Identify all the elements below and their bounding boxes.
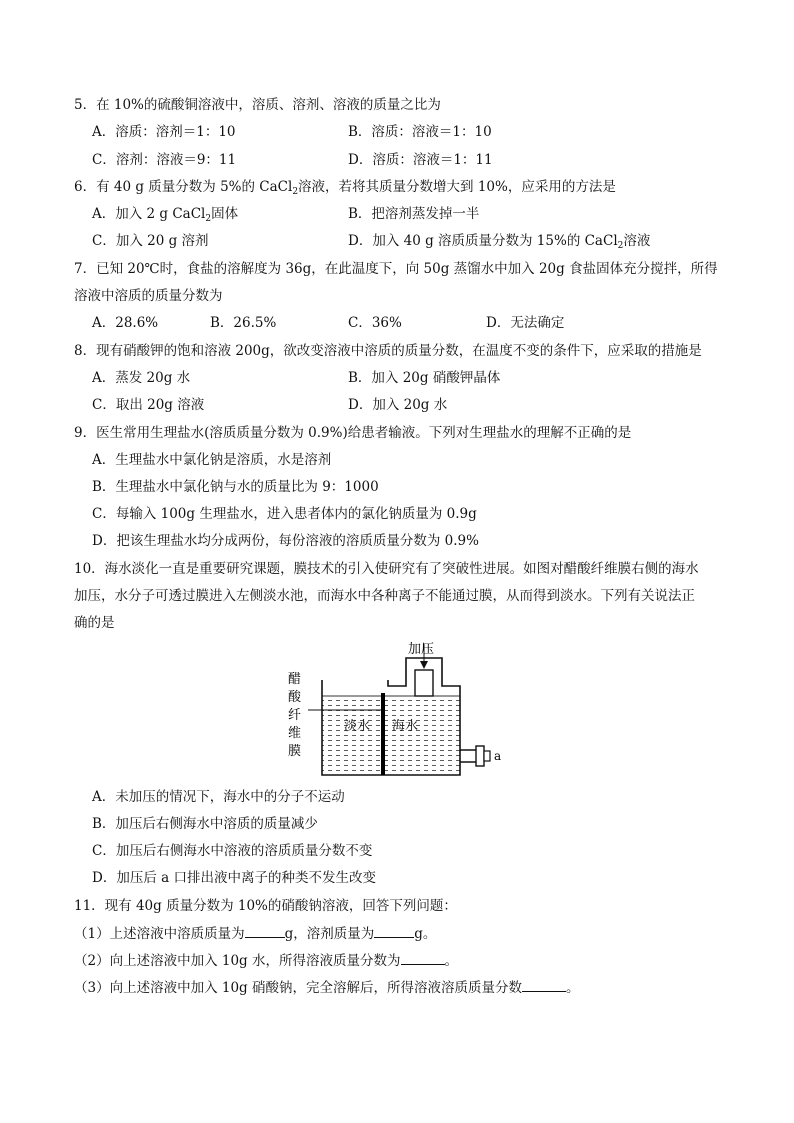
q7-stem-line2: 溶液中溶质的质量分数为	[74, 288, 223, 304]
q8-stem: 8．现有硝酸钾的饱和溶液 200g，欲改变溶液中溶质的质量分数，在温度不变的条件下，应采取的措施是	[74, 343, 702, 359]
q11-part3: （3）向上述溶液中加入 10g 硝酸钠，完全溶解后，所得溶液溶质质量分数 。	[74, 980, 580, 996]
q9-option-a: A．生理盐水中氯化钠是溶质，水是溶剂	[92, 452, 332, 468]
q10-stem-line1: 10．海水淡化一直是重要研究课题，膜技术的引入使研究有了突破性进展。如图对醋酸纤维膜右侧的海水	[74, 561, 699, 577]
q9-stem: 9．医生常用生理盐水(溶质质量分数为 0.9%)给患者输液。下列对生理盐水的理解不正确的是	[74, 425, 632, 441]
answer-blank-3[interactable]	[401, 951, 445, 965]
outlet-pipe	[460, 750, 476, 762]
answer-blank-2[interactable]	[374, 924, 414, 938]
q6-stem: 6．有 40 g 质量分数为 5%的 CaCl$_2$溶液，若将其质量分数增大到 10%，应采用的方法是	[74, 179, 616, 197]
water-fill	[322, 696, 460, 774]
outlet-cap	[484, 751, 490, 761]
q10-option-b: B．加压后右侧海水中溶质的质量减少	[92, 816, 318, 832]
q5-stem: 5．在 10%的硫酸铜溶液中，溶质、溶剂、溶液的质量之比为	[74, 97, 441, 113]
q8-option-a: A．蒸发 20g 水	[92, 370, 191, 386]
answer-blank-1[interactable]	[245, 924, 285, 938]
q5-option-d: D．溶质：溶液＝1：11	[348, 152, 493, 168]
outlet-valve	[476, 746, 484, 766]
pressure-label: 加压	[408, 642, 435, 657]
q6-option-a: A．加入 2 g CaCl$_2$固体	[92, 206, 239, 224]
q9-option-d: D．把该生理盐水均分成两份，每份溶液的溶质质量分数为 0.9%	[92, 533, 479, 549]
q7-option-c: C．36%	[348, 315, 402, 331]
q8-option-d: D．加入 20g 水	[348, 397, 448, 413]
q8-option-c: C．取出 20g 溶液	[92, 397, 205, 413]
q5-option-b: B．溶质：溶液＝1：10	[348, 124, 492, 140]
q6-option-c: C．加入 20 g 溶剂	[92, 233, 209, 249]
q9-option-b: B．生理盐水中氯化钠与水的质量比为 9：1000	[92, 479, 379, 495]
membrane-label-5: 膜	[288, 744, 302, 759]
outlet-label: a	[494, 749, 502, 763]
q10-option-c: C．加压后右侧海水中溶液的溶质质量分数不变	[92, 843, 373, 859]
desalination-diagram	[280, 638, 520, 784]
q7-option-d: D．无法确定	[486, 315, 565, 331]
q7-stem-line1: 7．已知 20℃时，食盐的溶解度为 36g，在此温度下，向 50g 蒸馏水中加入 20g 食盐固体充分搅拌，所得	[74, 261, 718, 277]
q5-option-c: C．溶剂：溶液＝9：11	[92, 152, 237, 168]
q11-part1: （1）上述溶液中溶质质量为 g，溶剂质量为 g。	[74, 926, 437, 942]
q5-option-a: A．溶质：溶剂＝1：10	[92, 124, 236, 140]
q9-option-c: C．每输入 100g 生理盐水，进入患者体内的氯化钠质量为 0.9g	[92, 506, 477, 522]
q7-option-b: B．26.5%	[210, 315, 277, 331]
answer-blank-4[interactable]	[522, 978, 566, 992]
q10-stem-line3: 确的是	[74, 615, 115, 631]
membrane-label-3: 纤	[288, 708, 302, 723]
q10-option-a: A．未加压的情况下，海水中的分子不运动	[92, 789, 345, 805]
q10-option-d: D．加压后 a 口排出液中离子的种类不发生改变	[92, 870, 376, 886]
membrane-label-2: 酸	[288, 690, 302, 705]
fresh-water-label: 淡水	[344, 719, 371, 734]
q6-option-d: D．加入 40 g 溶质质量分数为 15%的 CaCl$_2$溶液	[348, 233, 651, 251]
membrane	[381, 693, 385, 775]
membrane-label-4: 维	[288, 726, 302, 741]
membrane-label-1: 醋	[288, 672, 302, 687]
q11-stem: 11．现有 40g 质量分数为 10%的硝酸钠溶液，回答下列问题：	[74, 898, 457, 914]
q7-option-a: A．28.6%	[92, 315, 159, 331]
q6-option-b: B．把溶剂蒸发掉一半	[348, 206, 480, 222]
piston	[415, 670, 433, 696]
q11-part2: （2）向上述溶液中加入 10g 水，所得溶液质量分数为 。	[74, 953, 458, 969]
sea-water-label: 海水	[392, 719, 419, 734]
pressure-arrowhead	[420, 661, 428, 669]
q8-option-b: B．加入 20g 硝酸钾晶体	[348, 370, 501, 386]
q10-stem-line2: 加压，水分子可透过膜进入左侧淡水池，而海水中各种离子不能通过膜，从而得到淡水。下列有关说法正	[74, 588, 695, 604]
